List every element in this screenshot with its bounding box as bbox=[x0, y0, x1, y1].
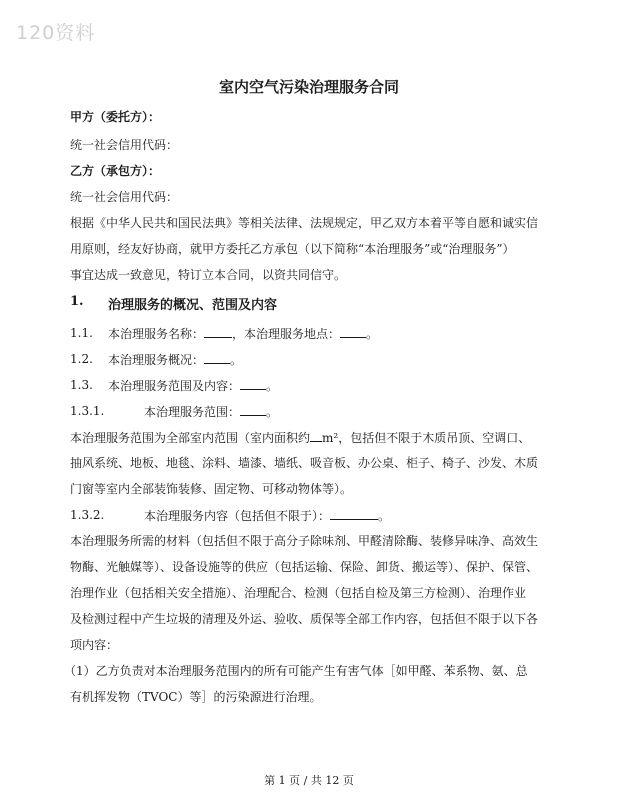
service-scope-field[interactable] bbox=[240, 403, 266, 416]
scope-content-label: 本治理服务范围及内容： bbox=[108, 379, 241, 393]
item-1-3-number: 1.3. bbox=[70, 378, 93, 392]
scope-text-line: 门窗等室内全部装饰装修、固定物、可移动物体等）。 bbox=[70, 482, 353, 496]
scope-text-line: 抽风系统、地板、地毯、涂料、墙漆、墙纸、吸音板、办公桌、柜子、椅子、沙发、木质 bbox=[70, 456, 539, 470]
section-1-heading: 治理服务的概况、范围及内容 bbox=[108, 298, 278, 313]
preamble-line: 用原则，经友好协商，就甲方委托乙方承包（以下简称“本治理服务”或“治理服务”） bbox=[70, 242, 515, 256]
comma: ， bbox=[232, 327, 245, 341]
page-footer bbox=[0, 772, 618, 788]
period: 。 bbox=[366, 327, 379, 341]
item-1-1-number: 1.1. bbox=[70, 326, 93, 340]
party-a-label: 甲方（委托方）： bbox=[70, 110, 161, 124]
item-1-2-text bbox=[108, 351, 242, 368]
item-1-2-number: 1.2. bbox=[70, 352, 93, 366]
footer-text: 第 bbox=[264, 774, 276, 787]
service-overview-label: 本治理服务概况： bbox=[108, 353, 205, 367]
party-b-label: 乙方（承包方）： bbox=[70, 164, 161, 178]
period: 。 bbox=[266, 379, 279, 393]
service-overview-field[interactable] bbox=[204, 351, 230, 364]
content-text-line: 本治理服务所需的材料（包括但不限于高分子除味剂、甲醛清除酶、装修异味净、高效生 bbox=[70, 534, 539, 548]
page-number: 1 bbox=[278, 774, 286, 787]
service-name-field[interactable] bbox=[204, 325, 232, 338]
item-1-3-text bbox=[108, 377, 278, 394]
service-scope-label: 本治理服务范围： bbox=[144, 405, 241, 419]
preamble-line: 根据《中华人民共和国民法典》等相关法律、法规规定，甲乙双方本着平等自愿和诚实信 bbox=[70, 216, 539, 230]
footer-text: 页 bbox=[342, 774, 354, 787]
section-1-number: 1. bbox=[70, 294, 84, 309]
content-text-line: 物酶、光触媒等）、设备设施等的供应（包括运输、保险、卸货、搬运等）、保护、保管、 bbox=[70, 560, 539, 574]
preamble-line: 事宜达成一致意见，特订立本合同，以资共同信守。 bbox=[70, 268, 347, 282]
service-content-field[interactable] bbox=[330, 507, 378, 520]
content-text-line: 治理作业（包括相关安全措施）、治理配合、检测（包括自检及第三方检测）、治理作业 bbox=[70, 586, 527, 600]
service-name-label: 本治理服务名称： bbox=[108, 327, 205, 341]
item-1-3-2-number: 1.3.2. bbox=[70, 508, 105, 522]
content-text-line: 项内容： bbox=[70, 638, 119, 652]
service-location-field[interactable] bbox=[340, 325, 366, 338]
scope-text-part: ，包括但不限于木质吊顶、空调口、 bbox=[338, 431, 531, 445]
item-1-3-1-text bbox=[144, 403, 278, 420]
party-a-code-label: 统一社会信用代码： bbox=[70, 138, 179, 152]
area-field[interactable] bbox=[310, 429, 322, 442]
footer-text: 页 / 共 bbox=[289, 774, 322, 787]
service-content-label: 本治理服务内容（包括但不限于）： bbox=[144, 509, 331, 523]
item-1-3-1-number: 1.3.1. bbox=[70, 404, 105, 418]
scope-content-field[interactable] bbox=[240, 377, 266, 390]
scope-text-part: 本治理服务范围为全部室内范围（室内面积约 bbox=[70, 431, 311, 445]
item-1-1-text bbox=[108, 325, 378, 342]
scope-text-line bbox=[70, 429, 530, 446]
service-location-label: 本治理服务地点： bbox=[244, 327, 341, 341]
party-b-code-label: 统一社会信用代码： bbox=[70, 190, 179, 204]
area-unit: m² bbox=[322, 431, 339, 445]
sub-item-line: （1）乙方负责对本治理服务范围内的所有可能产生有害气体［如甲醛、苯系物、氨、总 bbox=[64, 664, 528, 678]
period: 。 bbox=[230, 353, 243, 367]
contract-title: 室内空气污染治理服务合同 bbox=[218, 78, 399, 96]
period: 。 bbox=[266, 405, 279, 419]
item-1-3-2-text bbox=[144, 507, 390, 524]
watermark: 120资料 bbox=[16, 22, 96, 44]
page-total: 12 bbox=[325, 774, 340, 787]
period: 。 bbox=[378, 509, 391, 523]
content-text-line: 及检测过程中产生垃圾的清理及外运、验收、质保等全部工作内容，包括但不限于以下各 bbox=[70, 612, 539, 626]
sub-item-line: 有机挥发物（TVOC）等］的污染源进行治理。 bbox=[70, 690, 322, 704]
